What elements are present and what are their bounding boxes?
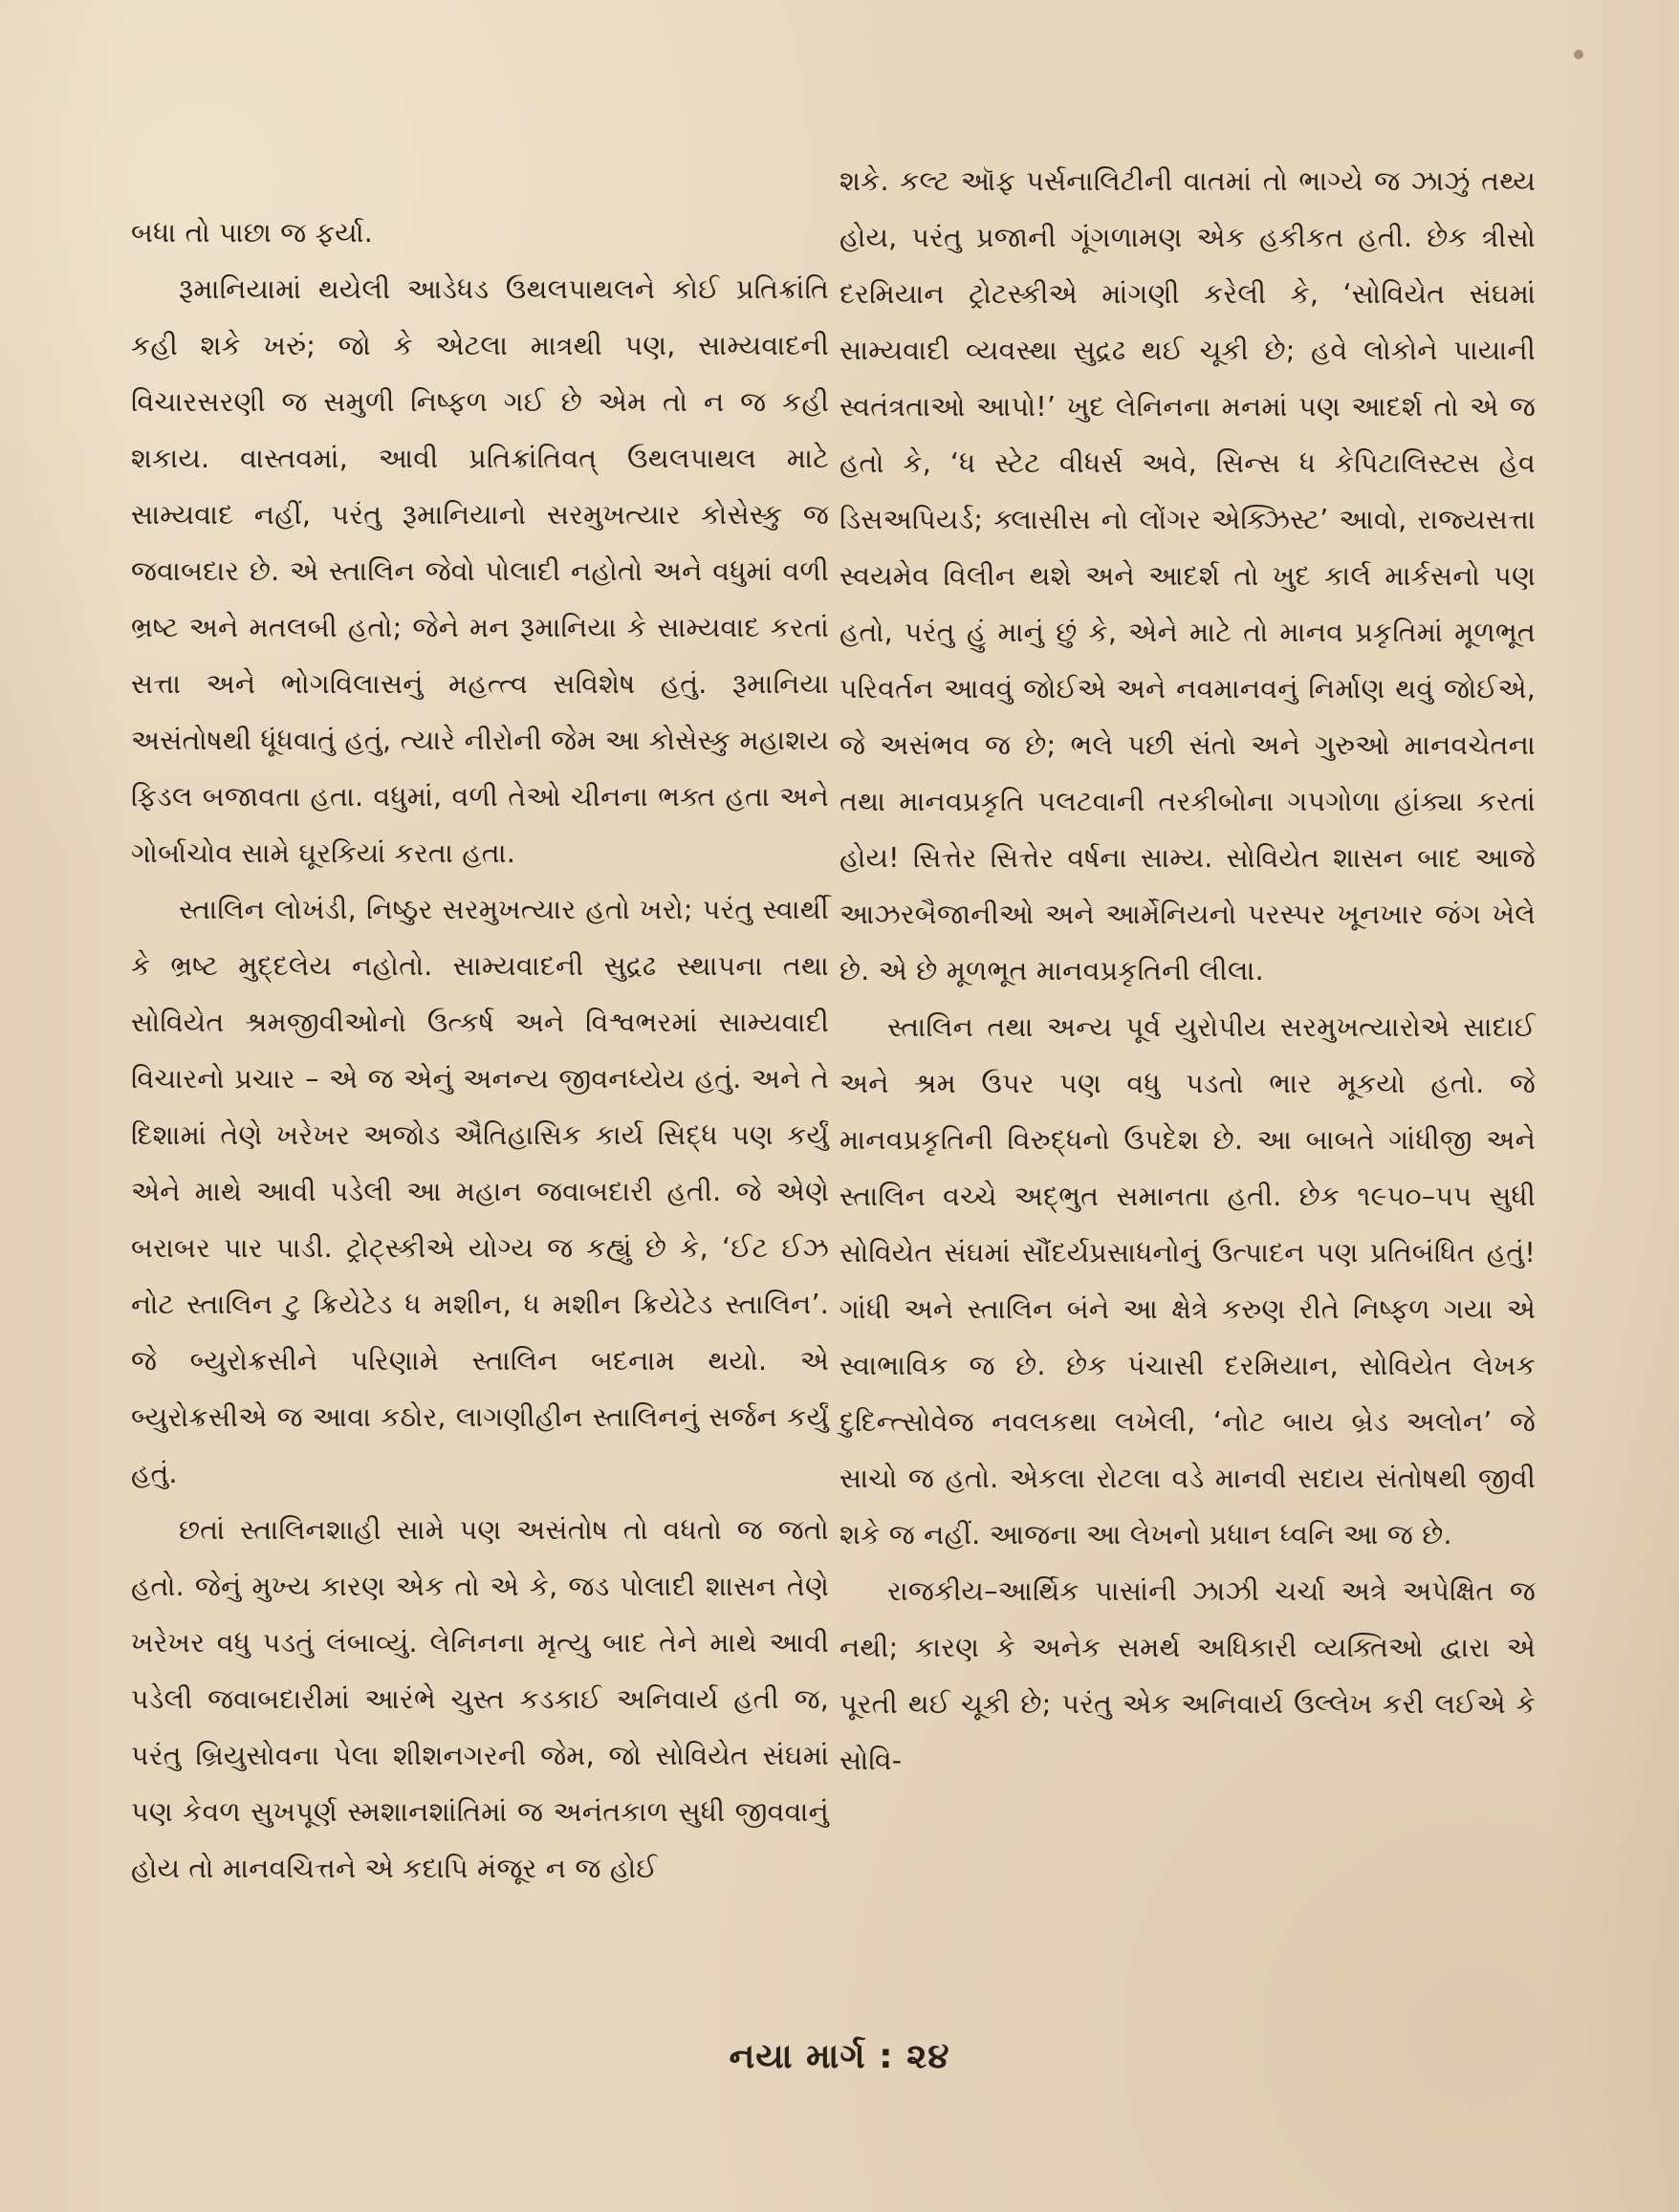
paragraph: છતાં સ્તાલિનશાહી સામે પણ અસંતોષ તો વધતો જ જતો હતો. જેનું મુખ્ય કારણ એક તો એ કે, જડ પોલાદી શાસન તેણે ખરેખર વધુ પડતું લંબાવ્યું. લેનિનના મૃત્યુ બાદ તેને માથે આવી પડેલી જવાબદારીમાં આરંભે ચુસ્ત કડકાઈ અનિવાર્ય હતી જ, પરંતુ બ્રિયુસોવના પેલા શીશનગરની જેમ, જો સોવિયેત સંઘમાં પણ કેવળ સુખપૂર્ણ સ્મશાનશાંતિમાં જ અનંતકાળ સુધી જીવવાનું હોય તો માનવચિત્તને એ કદાપિ મંજૂર ન જ હોઈ	[131, 1514, 829, 1884]
paragraph: શકે. કલ્ટ ઑફ પર્સનાલિટીની વાતમાં તો ભાગ્યે જ ઝાઝું તથ્ય હોય, પરંતુ પ્રજાની ગૂંગળામણ એક હકીકત હતી. છેક ત્રીસો દરમિયાન ટ્રોટસ્કીએ માંગણી કરેલી કે, ‘સોવિયેત સંઘમાં સામ્યવાદી વ્યવસ્થા સુદ્રઢ થઈ ચૂકી છે; હવે લોકોને પાયાની સ્વતંત્રતાઓ આપો!’ ખુદ લેનિનના મનમાં પણ આદર્શ તો એ જ હતો કે, ‘ધ સ્ટેટ વીધર્સ અવે, સિન્સ ધ કેપિટાલિસ્ટસ હેવ ડિસઅપિયર્ડ; ક્લાસીસ નો લોંગર એક્ઝિસ્ટ’ આવો, રાજ્યસત્તા સ્વયમેવ વિલીન થશે અને આદર્શ તો ખુદ કાર્લ માર્કસનો પણ હતો, પરંતુ હું માનું છું કે, એને માટે તો માનવ પ્રકૃતિમાં મૂળભૂત પરિવર્તન આવવું જોઈએ અને નવમાનવનું નિર્માણ થવું જોઈએ, જે અસંભવ જ છે; ભલે પછી સંતો અને ગુરુઓ માનવચેતના તથા માનવપ્રકૃતિ પલટવાની તરકીબોના ગપગોળા હાંક્યા કરતાં હોય! સિત્તેર સિત્તેર વર્ષના સામ્ય. સોવિયેત શાસન બાદ આજે આઝરબૈજાનીઓ અને આર્મેનિયનો પરસ્પર ખૂનખાર જંગ ખેલે છે. એ છે મૂળભૂત માનવપ્રકૃતિની લીલા.	[840, 165, 1536, 987]
paragraph: સ્તાલિન તથા અન્ય પૂર્વ યુરોપીય સરમુખત્યારોએ સાદાઈ અને શ્રમ ઉપર પણ વધુ પડતો ભાર મૂકયો હતો. જે માનવપ્રકૃતિની વિરુદ્ધનો ઉપદેશ છે. આ બાબતે ગાંધીજી અને સ્તાલિન વચ્ચે અદ્ભુત સમાનતા હતી. છેક ૧૯૫૦–૫૫ સુધી સોવિયેત સંઘમાં સૌંદર્યપ્રસાધનોનું ઉત્પાદન પણ પ્રતિબંધિત હતું! ગાંધી અને સ્તાલિન બંને આ ક્ષેત્રે કરુણ રીતે નિષ્ફળ ગયા એ સ્વાભાવિક જ છે. છેક પંચાસી દરમિયાન, સોવિયેત લેખક દુદિન્ત્સોવેજ નવલકથા લખેલી, ‘નોટ બાય બ્રેડ અલોન’ જે સાચો જ હતો. એકલા રોટલા વડે માનવી સદાય સંતોષથી જીવી શકે જ નહીં. આજના આ લેખનો પ્રધાન ધ્વનિ આ જ છે.	[840, 1011, 1536, 1551]
left-column	[131, 205, 829, 1897]
paragraph: રૂમાનિયામાં થયેલી આડેધડ ઉથલપાથલને કોઈ પ્રતિક્રાંતિ કહી શકે ખરું; જો કે એટલા માત્રથી પણ, સામ્યવાદની વિચારસરણી જ સમુળી નિષ્ફળ ગઈ છે એમ તો ન જ કહી શકાય. વાસ્તવમાં, આવી પ્રતિક્રાંતિવત્ ઉથલપાથલ માટે સામ્યવાદ નહીં, પરંતુ રૂમાનિયાનો સરમુખત્યાર કોસેસ્કુ જ જવાબદાર છે. એ સ્તાલિન જેવો પોલાદી નહોતો અને વધુમાં વળી ભ્રષ્ટ અને મતલબી હતો; જેને મન રૂમાનિયા કે સામ્યવાદ કરતાં સત્તા અને ભોગવિલાસનું મહત્ત્વ સવિશેષ હતું. રૂમાનિયા અસંતોષથી ધૂંધવાતું હતું, ત્યારે નીરોની જેમ આ કોસેસ્કુ મહાશય ફિડલ બજાવતા હતા. વધુમાં, વળી તેઓ ચીનના ભક્ત હતા અને ગોર્બાચોવ સામે ઘૂરકિયાં કરતા હતા.	[131, 273, 829, 869]
paragraph: સ્તાલિન લોખંડી, નિષ્ઠુર સરમુખત્યાર હતો ખરો; પરંતુ સ્વાર્થી કે ભ્રષ્ટ મુદ્દલેય નહોતો. સામ્યવાદની સુદ્રઢ સ્થાપના તથા સોવિયેત શ્રમજીવીઓનો ઉત્કર્ષ અને વિશ્વભરમાં સામ્યવાદી વિચારનો પ્રચાર – એ જ એનું અનન્ય જીવનધ્યેય હતું. અને તે દિશામાં તેણે ખરેખર અજોડ ઐતિહાસિક કાર્ય સિદ્ધ પણ કર્યું એને માથે આવી પડેલી આ મહાન જવાબદારી હતી. જે એણે બરાબર પાર પાડી. ટ્રોટ્સ્કીએ યોગ્ય જ કહ્યું છે કે, ‘ઈટ ઈઝ નોટ સ્તાલિન ટુ ક્રિયેટેડ ધ મશીન, ધ મશીન ક્રિયેટેડ સ્તાલિન’. જે બ્યુરોક્રસીને પરિણામે સ્તાલિન બદનામ થયો. એ બ્યુરોક્રસીએ જ આવા કઠોર, લાગણીહીન સ્તાલિનનું સર્જન કર્યું હતું.	[131, 894, 829, 1489]
right-column	[840, 153, 1536, 1789]
page-footer: નયા માર્ગ : ૨૪	[729, 2037, 950, 2076]
paragraph: રાજકીય–આર્થિક પાસાંની ઝાઝી ચર્ચા અત્રે અપેક્ષિત જ નથી; કારણ કે અનેક સમર્થ અધિકારી વ્યક્તિઓ દ્વારા એ પૂરતી થઈ ચૂકી છે; પરંતુ એક અનિવાર્ય ઉલ્લેખ કરી લઈએ કે સોવિ-	[840, 1575, 1536, 1776]
paragraph: બધા તો પાછા જ ફર્યા.	[131, 217, 374, 249]
paper-speck	[1574, 50, 1583, 59]
